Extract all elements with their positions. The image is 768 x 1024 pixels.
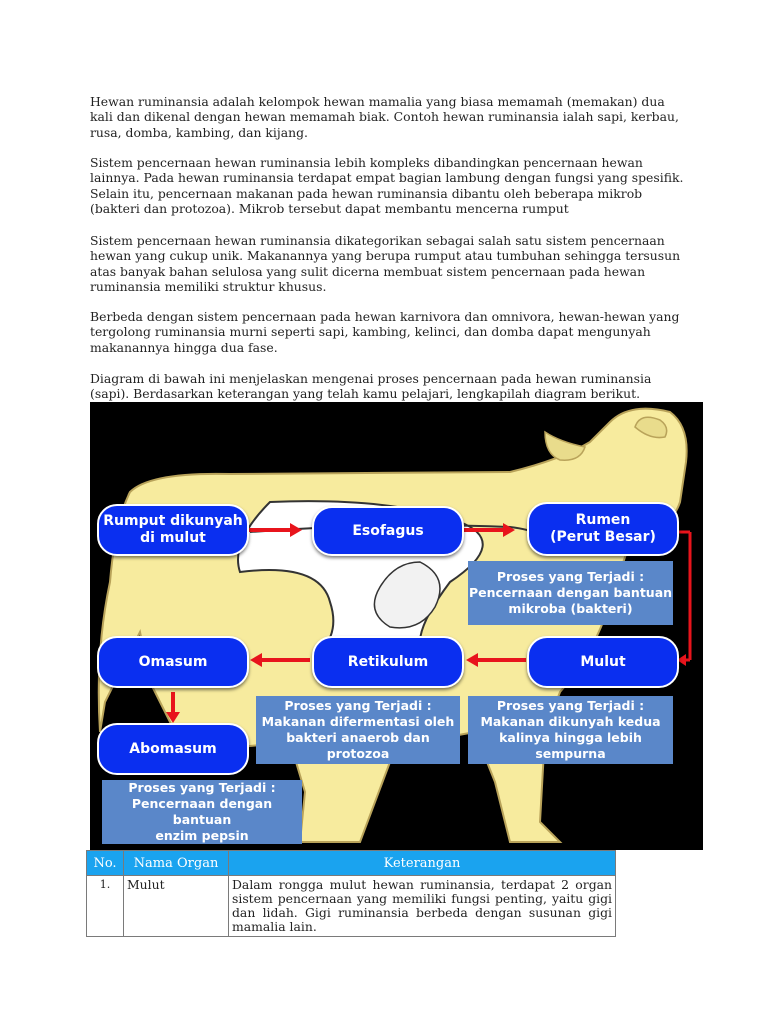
node-omasum: Omasum <box>97 636 249 688</box>
node-retikulum: Retikulum <box>312 636 464 688</box>
cell-no: 1. <box>87 876 124 937</box>
paragraph-intro: Hewan ruminansia adalah kelompok hewan mamalia yang biasa memamah (memakan) dua kali dan dikenal dengan hewan memamah biak. Contoh hewan ruminansia ialah sapi, kerbau, rusa, domba, kambing, dan kijang. <box>90 94 679 140</box>
header-nama-organ: Nama Organ <box>124 851 229 876</box>
table-header-row <box>87 851 616 876</box>
header-no: No. <box>87 851 124 876</box>
paragraph-unique: Sistem pencernaan hewan ruminansia dikategorikan sebagai salah satu sistem pencernaan hewan yang cukup unik. Makanannya yang berupa rumput atau tumbuhan sehingga tersusun atas banyak bahan selulosa yang sulit dicerna membuat sistem pencernaan pada hewan ruminansia memiliki struktur khusus. <box>90 233 681 295</box>
paragraph-complexity: Sistem pencernaan hewan ruminansia lebih kompleks dibandingkan pencernaan hewan lainnya. Pada hewan ruminansia terdapat empat bagian lambung dengan fungsi yang spesifik. Selain itu, pencernaan makanan pada hewan ruminansia dibantu oleh beberapa mikrob (bakteri dan protozoa). Mikrob tersebut dapat membantu mencerna rumput <box>90 155 684 217</box>
node-abomasum: Abomasum <box>97 723 249 775</box>
note-retikulum: Proses yang Terjadi : Makanan difermentasi oleh bakteri anaerob dan protozoa <box>256 696 460 764</box>
node-rumput-dikunyah: Rumput dikunyah di mulut <box>97 504 249 556</box>
note-rumen: Proses yang Terjadi : Pencernaan dengan bantuan mikroba (bakteri) <box>468 561 673 625</box>
paragraph-instruction: Diagram di bawah ini menjelaskan mengenai proses pencernaan pada hewan ruminansia (sapi). Berdasarkan keterangan yang telah kamu pelajari, lengkapilah diagram berikut. <box>90 371 652 402</box>
node-esofagus: Esofagus <box>312 506 464 556</box>
table-row <box>87 876 616 937</box>
digestion-diagram <box>90 402 703 850</box>
node-mulut: Mulut <box>527 636 679 688</box>
cow-ear <box>545 432 585 460</box>
paragraph-difference: Berbeda dengan sistem pencernaan pada hewan karnivora dan omnivora, hewan-hewan yang tergolong ruminansia murni seperti sapi, kambing, kelinci, dan domba dapat mengunyah makanannya hingga dua fase. <box>90 309 680 355</box>
node-rumen: Rumen (Perut Besar) <box>527 502 679 556</box>
organ-table <box>86 850 616 937</box>
note-abomasum: Proses yang Terjadi : Pencernaan dengan bantuan enzim pepsin <box>102 780 302 844</box>
header-keterangan: Keterangan <box>229 851 616 876</box>
cell-organ: Mulut <box>124 876 229 937</box>
cell-keterangan: Dalam rongga mulut hewan ruminansia, terdapat 2 organ sistem pencernaan yang memiliki fungsi penting, yaitu gigi dan lidah. Gigi ruminansia berbeda dengan susunan gigi mamalia lain. <box>229 876 616 937</box>
note-mulut: Proses yang Terjadi : Makanan dikunyah kedua kalinya hingga lebih sempurna <box>468 696 673 764</box>
